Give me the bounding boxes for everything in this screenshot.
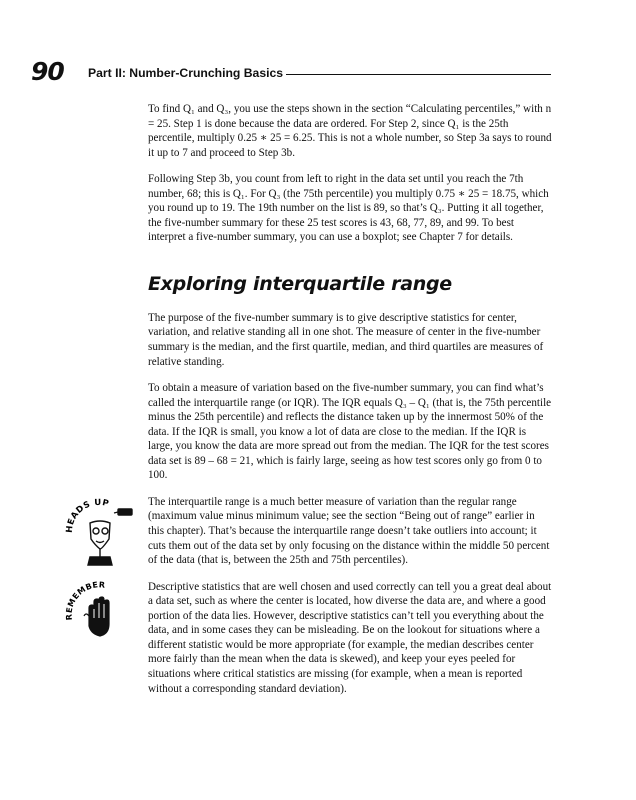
paragraph-descriptive-caution: Descriptive statistics that are well chosen and used correctly can tell you a great deal about a data set, such as where the center is located, how diverse the data are, and where a good portion of the data lies. However, descriptive statistics can’t tell you everything about the data, and in some cases they can be misleading. Be on the lookout for situations where a different statistic would be more appropriate (for example, the median describes center more fairly than the mean when the data is skewed), and keep your eyes peeled for situations where critical statistics are missing (for example, when a mean is reported without a corresponding standard deviation). — [148, 580, 552, 695]
page-number: 90 — [31, 57, 64, 86]
paragraph-purpose: The purpose of the five-number summary is to give descriptive statistics for center, variation, and relative standing all in one shot. The measure of center in the five-number summary is the median, and the first quartile, median, and third quartiles are measures of relative standing. — [148, 311, 544, 368]
page-body — [64, 102, 552, 708]
paragraph-iqr-vs-range: The interquartile range is a much better measure of variation than the regular range (maximum value minus minimum value; see the section “Being out of range” earlier in this chapter). That’s because the interquartile range doesn’t take outliers into account; it cuts them out of the data set by only focusing on the distance within the middle 50 percent of the data (that is, between the 25th and 75th percentiles). — [148, 495, 550, 567]
remember-note — [64, 579, 552, 696]
paragraph-quartile-steps: To find Q₁ and Q₃, you use the steps shown in the section “Calculating percentiles,” with n = 25. Step 1 is done because the data are ordered. For Step 2, since Q₁ is the 25th percentile, multiply 0.25 ∗ 25 = 6.25. This is not a whole number, so Step 3a says to round it up to 7 and proceed to Step 3b. — [148, 103, 552, 159]
heads-up-note — [64, 495, 552, 568]
heads-up-label: HEADS UP — [64, 497, 110, 534]
running-head: Part II: Number-Crunching Basics — [88, 66, 284, 80]
remember-label: REMEMBER — [64, 579, 106, 621]
remember-icon — [62, 578, 138, 652]
section-heading: Exploring interquartile range — [148, 272, 452, 295]
paragraph-five-number-summary: Following Step 3b, you count from left to right in the data set until you reach the 7th number, 68; this is Q₁. For Q₃ (the 75th percentile) you multiply 0.75 ∗ 25 = 18.75, which you round up to 19. The 19th number on the list is 89, so that’s Q₃. Putting it all together, the five-number summary for these 25 test scores is 43, 68, 77, 89, and 99. To best interpret a five-number summary, you can use a boxplot; see Chapter 7 for details. — [148, 173, 549, 244]
heads-up-icon — [62, 493, 138, 567]
header-rule — [286, 74, 551, 75]
paragraph-iqr-definition: To obtain a measure of variation based on the five-number summary, you can find what’s called the interquartile range (or IQR). The IQR equals Q₃ – Q₁ (that is, the 75th percentile minus the 25th percentile) and reflects the distance taken up by the innermost 50% of the data. If the IQR is small, you know a lot of data are close to the median. If the IQR is large, you know the data are more spread out from the median. The IQR for the test scores data set is 89 – 68 = 21, which is fairly large, seeing as how test scores only go from 0 to 100. — [148, 382, 552, 482]
page-header — [31, 58, 551, 88]
